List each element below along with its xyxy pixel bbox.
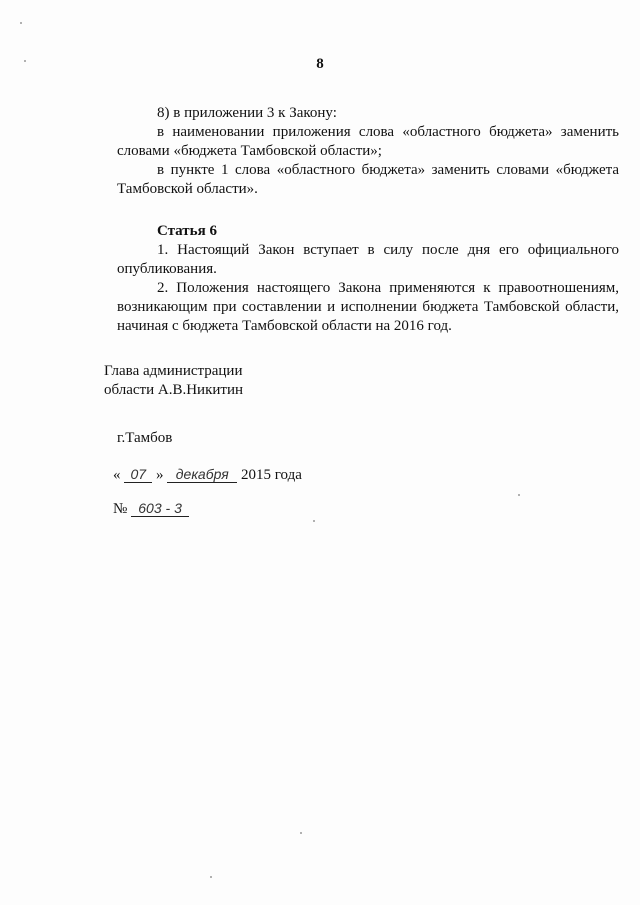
open-quote: « [113, 467, 121, 483]
scan-speck [210, 876, 212, 878]
page-number: 8 [316, 56, 324, 72]
scan-speck [20, 22, 22, 24]
number-value: 603 - 3 [131, 500, 189, 517]
place-of-signing: г.Тамбов [117, 430, 173, 446]
signature-title: Глава администрации [104, 363, 243, 379]
close-quote: » [156, 467, 164, 483]
article-block [117, 222, 619, 336]
article-heading: Статья 6 [157, 223, 217, 239]
item-paragraph: в наименовании приложения слова «областного бюджета» заменить словами «бюджета Тамбовской области»; [117, 124, 619, 159]
article-paragraph: 1. Настоящий Закон вступает в силу после дня его официального опубликования. [117, 242, 619, 277]
number-sign: № [113, 501, 128, 517]
scan-speck [313, 520, 315, 522]
law-number [113, 500, 189, 518]
scan-speck [518, 494, 520, 496]
date-year: 2015 года [241, 467, 302, 483]
signing-date [113, 466, 302, 484]
scan-speck [24, 60, 26, 62]
item-paragraph: в пункте 1 слова «областного бюджета» заменить словами «бюджета Тамбовской области». [117, 162, 619, 197]
signature-block [104, 362, 243, 400]
item-intro: 8) в приложении 3 к Закону: [157, 105, 337, 121]
article-paragraph: 2. Положения настоящего Закона применяются к правоотношениям, возникающим при составлении и исполнении бюджета Тамбовской области, начиная с бюджета Тамбовской области на 2016 год. [117, 280, 619, 334]
date-month: декабря [167, 466, 237, 483]
scan-speck [300, 832, 302, 834]
date-day: 07 [124, 466, 152, 483]
amendments-block [117, 104, 619, 199]
signature-name: области А.В.Никитин [104, 382, 244, 398]
